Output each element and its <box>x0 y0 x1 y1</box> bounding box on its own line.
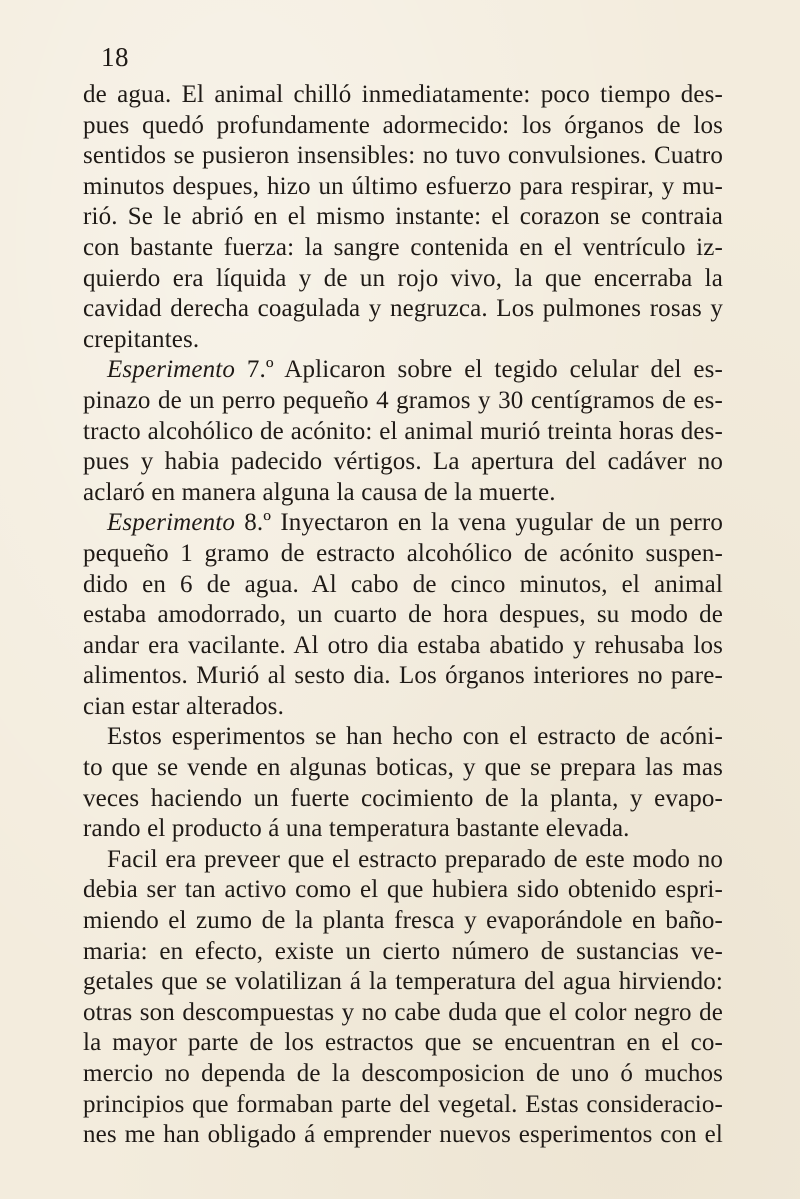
text-line <box>83 906 723 937</box>
line-text: nes me han obligado á emprender nuevos esperimentos con el <box>83 1121 723 1149</box>
text-line <box>83 661 723 692</box>
text-line <box>83 478 723 509</box>
text-line <box>83 814 723 845</box>
text-line <box>83 570 723 601</box>
text-line <box>83 845 723 876</box>
text-line <box>83 600 723 631</box>
line-text: dido en 6 de agua. Al cabo de cinco minutos, el animal <box>83 570 723 598</box>
text-line <box>83 141 723 172</box>
text-line <box>83 294 723 325</box>
line-text: maria: en efecto, existe un cierto número de sustancias ve- <box>83 937 723 965</box>
text-line <box>83 355 723 386</box>
line-text: 7.º Aplicaron sobre el tegido celular del es- <box>235 356 723 384</box>
line-text: alimentos. Murió al sesto dia. Los órganos interiores no pare- <box>83 662 723 690</box>
page-number: 18 <box>101 42 129 72</box>
text-line <box>83 875 723 906</box>
line-text: pequeño 1 gramo de estracto alcohólico de acónito suspen- <box>83 539 723 567</box>
line-text: con bastante fuerza: la sangre contenida en el ventrículo iz- <box>83 233 723 261</box>
text-line <box>83 508 723 539</box>
experiment-heading: Esperimento <box>107 509 236 537</box>
line-text: otras son descompuestas y no cabe duda que el color negro de <box>83 998 723 1026</box>
line-text: quierdo era líquida y de un rojo vivo, la que encerraba la <box>83 264 723 292</box>
line-text: rando el producto á una temperatura bastante elevada. <box>83 815 630 843</box>
text-line <box>83 325 723 356</box>
text-line <box>83 1059 723 1090</box>
line-text: pues quedó profundamente adormecido: los órganos de los <box>83 111 723 139</box>
text-line <box>83 264 723 295</box>
line-text: mercio no dependa de la descomposicion de uno ó muchos <box>83 1060 723 1087</box>
line-text: Estos esperimentos se han hecho con el estracto de acóni- <box>107 723 723 751</box>
text-line <box>83 753 723 784</box>
line-text: aclaró en manera alguna la causa de la muerte. <box>83 478 556 506</box>
text-line <box>83 722 723 753</box>
line-text: crepitantes. <box>83 325 200 353</box>
line-text: to que se vende en algunas boticas, y que se prepara las mas <box>83 754 723 782</box>
line-text: sentidos se pusieron insensibles: no tuvo convulsiones. Cuatro <box>83 142 723 170</box>
text-line <box>83 80 723 111</box>
line-text: principios que formaban parte del vegetal. Estas consideracio- <box>83 1090 723 1118</box>
text-line <box>83 386 723 417</box>
text-line <box>83 1090 723 1121</box>
text-line <box>83 1028 723 1059</box>
text-line <box>83 631 723 662</box>
body-text <box>83 80 723 1151</box>
text-line <box>83 202 723 233</box>
text-line <box>83 539 723 570</box>
line-text: miendo el zumo de la planta fresca y evaporándole en baño- <box>83 907 723 935</box>
text-line <box>83 998 723 1029</box>
experiment-heading: Esperimento <box>107 356 236 384</box>
line-text: cavidad derecha coagulada y negruzca. Los pulmones rosas y <box>83 295 723 323</box>
text-line <box>83 784 723 815</box>
text-line <box>83 692 723 723</box>
text-line <box>83 937 723 968</box>
line-text: estaba amodorrado, un cuarto de hora despues, su modo de <box>83 601 723 629</box>
text-line <box>83 111 723 142</box>
text-line <box>83 233 723 264</box>
line-text: getales que se volatilizan á la temperatura del agua hirviendo: <box>83 968 723 996</box>
text-line <box>83 447 723 478</box>
line-text: tracto alcohólico de acónito: el animal murió treinta horas des- <box>83 417 723 445</box>
text-line <box>83 172 723 203</box>
line-text: pues y habia padecido vértigos. La apertura del cadáver no <box>83 448 723 476</box>
line-text: de agua. El animal chilló inmediatamente: poco tiempo des- <box>83 81 723 108</box>
text-line <box>83 1120 723 1151</box>
line-text: veces haciendo un fuerte cocimiento de la planta, y evapo- <box>83 784 723 812</box>
line-text: minutos despues, hizo un último esfuerzo para respirar, y mu- <box>83 172 723 200</box>
line-text: 8.º Inyectaron en la vena yugular de un perro <box>235 509 723 537</box>
line-text: Facil era preveer que el estracto preparado de este modo no <box>107 845 723 873</box>
line-text: cian estar alterados. <box>83 692 284 720</box>
text-line <box>83 417 723 448</box>
line-text: andar era vacilante. Al otro dia estaba abatido y rehusaba los <box>83 631 723 659</box>
text-line <box>83 967 723 998</box>
line-text: la mayor parte de los estractos que se encuentran en el co- <box>83 1029 723 1057</box>
line-text: rió. Se le abrió en el mismo instante: el corazon se contraia <box>83 203 723 231</box>
line-text: debia ser tan activo como el que hubiera sido obtenido espri- <box>83 876 723 904</box>
line-text: pinazo de un perro pequeño 4 gramos y 30 centígramos de es- <box>83 386 723 414</box>
